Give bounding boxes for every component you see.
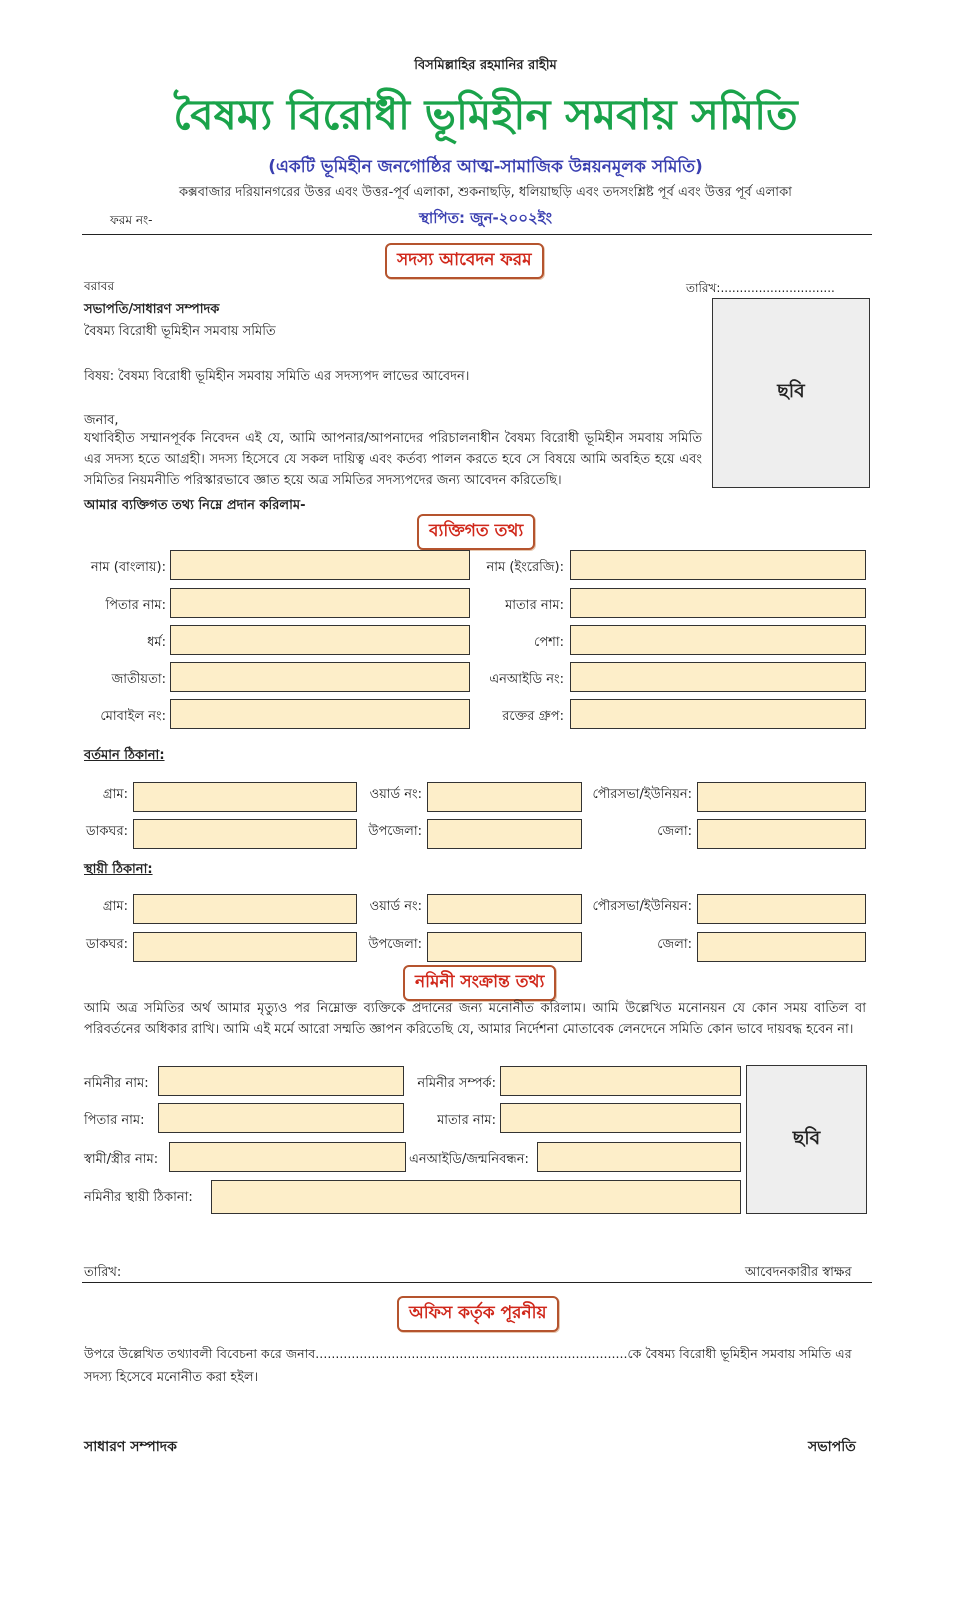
name-en-field[interactable] bbox=[570, 550, 866, 580]
present-ward-label: ওয়ার্ড নং: bbox=[369, 787, 422, 802]
present-upazila-field[interactable] bbox=[427, 819, 582, 849]
nominee-address-field[interactable] bbox=[211, 1180, 741, 1214]
letter-to: বরাবর bbox=[84, 279, 115, 293]
permanent-upazila-field[interactable] bbox=[427, 932, 582, 962]
father-label: পিতার নাম: bbox=[105, 598, 166, 613]
header-divider bbox=[82, 234, 872, 235]
present-ward-field[interactable] bbox=[427, 782, 582, 812]
occupation-label: পেশা: bbox=[534, 635, 564, 650]
personal-info-heading: ব্যক্তিগত তথ্য bbox=[417, 514, 535, 550]
nid-field[interactable] bbox=[570, 662, 866, 692]
nominee-mother-field[interactable] bbox=[500, 1103, 741, 1133]
recipient-org: বৈষম্য বিরোধী ভূমিহীন সমবায় সমিতি bbox=[84, 324, 276, 339]
nominee-name-field[interactable] bbox=[158, 1066, 404, 1096]
blood-group-label: রক্তের গ্রুপ: bbox=[502, 709, 564, 724]
permanent-union-label: পৌরসভা/ইউনিয়ন: bbox=[592, 899, 692, 914]
father-field[interactable] bbox=[170, 588, 470, 618]
office-text-line1: উপরে উল্লেখিত তথ্যাবলী বিবেচনা করে জনাব..............................................................................কে বৈষম্য বিরোধী ভূমিহীন সমবায় সমিতি এর bbox=[84, 1346, 852, 1361]
president-label: সভাপতি bbox=[808, 1439, 856, 1455]
nominee-heading: নমিনী সংক্রান্ত তথ্য bbox=[403, 965, 556, 1001]
name-en-label: নাম (ইংরেজি): bbox=[486, 560, 564, 575]
area-description: কক্সবাজার দরিয়ানগরের উত্তর এবং উত্তর-পূর্ব এলাকা, শুকনাছড়ি, ধলিয়াছড়ি এবং তদসংশ্লিষ্ট পূর্ব এবং উত্তর পূর্ব এলাকা bbox=[179, 185, 792, 200]
name-bn-field[interactable] bbox=[170, 550, 470, 580]
nominee-photo-label: ছবি bbox=[792, 1126, 821, 1149]
name-bn-label: নাম (বাংলায়): bbox=[90, 560, 166, 575]
letter-closing: আমার ব্যক্তিগত তথ্য নিম্নে প্রদান করিলাম- bbox=[84, 498, 306, 513]
nominee-relation-field[interactable] bbox=[500, 1066, 741, 1096]
present-post-label: ডাকঘর: bbox=[86, 824, 128, 839]
blood-group-field[interactable] bbox=[570, 699, 866, 729]
nationality-label: জাতীয়তা: bbox=[111, 672, 166, 687]
present-union-field[interactable] bbox=[697, 782, 866, 812]
permanent-district-label: জেলা: bbox=[657, 937, 692, 952]
permanent-village-label: গ্রাম: bbox=[102, 899, 128, 914]
nominee-address-label: নমিনীর স্থায়ী ঠিকানা: bbox=[84, 1190, 193, 1205]
permanent-union-field[interactable] bbox=[697, 894, 866, 924]
mobile-field[interactable] bbox=[170, 699, 470, 729]
religion-label: ধর্ম: bbox=[147, 635, 166, 650]
nominee-father-label: পিতার নাম: bbox=[84, 1113, 145, 1128]
permanent-post-field[interactable] bbox=[133, 932, 357, 962]
mother-label: মাতার নাম: bbox=[505, 598, 564, 613]
permanent-post-label: ডাকঘর: bbox=[86, 937, 128, 952]
letter-body: যথাবিহীত সম্মানপূর্বক নিবেদন এই যে, আমি আপনার/আপনাদের পরিচালনাধীন বৈষম্য বিরোধী ভূমিহীন সমবায় সমিতি এর সদস্য হতে আগ্রহী। সদস্য হিসেবে যে সকল দায়িত্ব এবং কর্তব্য পালন করতে হবে সে বিষয়ে আমি অবহিত হয়ে এবং সমিতির নিয়মনীতি পরিস্কারভাবে জ্ঞাত হয়ে অত্র সমিতির সদস্যপদের জন্য আবেদন করিতেছি। bbox=[84, 431, 702, 488]
applicant-photo-box[interactable] bbox=[712, 298, 870, 488]
mother-field[interactable] bbox=[570, 588, 866, 618]
religion-field[interactable] bbox=[170, 625, 470, 655]
office-use-heading: অফিস কর্তৃক পূরনীয় bbox=[397, 1296, 559, 1332]
nominee-nid-field[interactable] bbox=[537, 1142, 741, 1172]
permanent-village-field[interactable] bbox=[133, 894, 357, 924]
nominee-father-field[interactable] bbox=[158, 1103, 404, 1133]
nominee-spouse-label: স্বামী/স্ত্রীর নাম: bbox=[84, 1152, 159, 1167]
signature-date-label: তারিখ: bbox=[84, 1265, 122, 1280]
established-date: স্থাপিত: জুন-২০০২ইং bbox=[418, 209, 553, 227]
nationality-field[interactable] bbox=[170, 662, 470, 692]
permanent-address-heading: স্থায়ী ঠিকানা: bbox=[84, 862, 153, 877]
nominee-spouse-field[interactable] bbox=[169, 1142, 406, 1172]
nominee-nid-label: এনআইডি/জন্মনিবন্ধন: bbox=[409, 1152, 529, 1167]
signature-divider bbox=[82, 1282, 872, 1283]
nid-label: এনআইডি নং: bbox=[489, 672, 564, 687]
nominee-declaration: আমি অত্র সমিতির অর্থ আমার মৃত্যুও পর নিম্নোক্ত ব্যক্তিকে প্রদানের জন্য মনোনীত করিলাম। আমি উল্লেখিত মনোনয়ন যে কোন সময় বাতিল বা পরিবর্তনের অধিকার রাখি। আমি এই মর্মে আরো সম্মতি জ্ঞাপন করিতেছি যে, আমার নির্দেশনা মোতাবেক লেনদেনে সমিতি কোন ভাবে দায়বদ্ধ হবেন না। bbox=[84, 1001, 866, 1037]
permanent-district-field[interactable] bbox=[697, 932, 866, 962]
present-union-label: পৌরসভা/ইউনিয়ন: bbox=[592, 787, 692, 802]
form-number-label: ফরম নং- bbox=[110, 213, 153, 227]
present-district-field[interactable] bbox=[697, 819, 866, 849]
occupation-field[interactable] bbox=[570, 625, 866, 655]
permanent-ward-label: ওয়ার্ড নং: bbox=[369, 899, 422, 914]
tagline: (একটি ভূমিহীন জনগোষ্ঠির আত্ম-সামাজিক উন্নয়নমূলক সমিতি) bbox=[268, 157, 703, 177]
recipient-role: সভাপতি/সাধারণ সম্পাদক bbox=[84, 302, 220, 317]
present-address-heading: বর্তমান ঠিকানা: bbox=[84, 748, 165, 763]
permanent-upazila-label: উপজেলা: bbox=[368, 937, 422, 952]
bismillah: বিসমিল্লাহির রহমানির রাহীম bbox=[414, 58, 557, 73]
office-text-line2: সদস্য হিসেবে মনোনীত করা হইল। bbox=[84, 1370, 259, 1385]
letter-date-field: তারিখ:.............................. bbox=[686, 281, 835, 295]
present-village-label: গ্রাম: bbox=[102, 787, 128, 802]
present-upazila-label: উপজেলা: bbox=[368, 824, 422, 839]
nominee-photo-box[interactable] bbox=[746, 1065, 867, 1214]
nominee-relation-label: নমিনীর সম্পর্ক: bbox=[417, 1076, 496, 1091]
letter-salutation: জনাব, bbox=[84, 413, 119, 428]
general-secretary-label: সাধারণ সম্পাদক bbox=[84, 1439, 177, 1455]
photo-label: ছবি bbox=[777, 380, 805, 402]
applicant-signature-label: আবেদনকারীর স্বাক্ষর bbox=[745, 1265, 852, 1280]
present-post-field[interactable] bbox=[133, 819, 357, 849]
present-village-field[interactable] bbox=[133, 782, 357, 812]
org-name-title: বৈষম্য বিরোধী ভূমিহীন সমবায় সমিতি bbox=[173, 90, 798, 139]
nominee-mother-label: মাতার নাম: bbox=[437, 1113, 496, 1128]
permanent-ward-field[interactable] bbox=[427, 894, 582, 924]
mobile-label: মোবাইল নং: bbox=[100, 709, 166, 724]
letter-subject: বিষয়: বৈষম্য বিরোধী ভূমিহীন সমবায় সমিতি এর সদস্যপদ লাভের আবেদন। bbox=[84, 369, 470, 384]
form-title: সদস্য আবেদন ফরম bbox=[385, 243, 544, 279]
present-district-label: জেলা: bbox=[657, 824, 692, 839]
nominee-name-label: নমিনীর নাম: bbox=[84, 1076, 149, 1091]
